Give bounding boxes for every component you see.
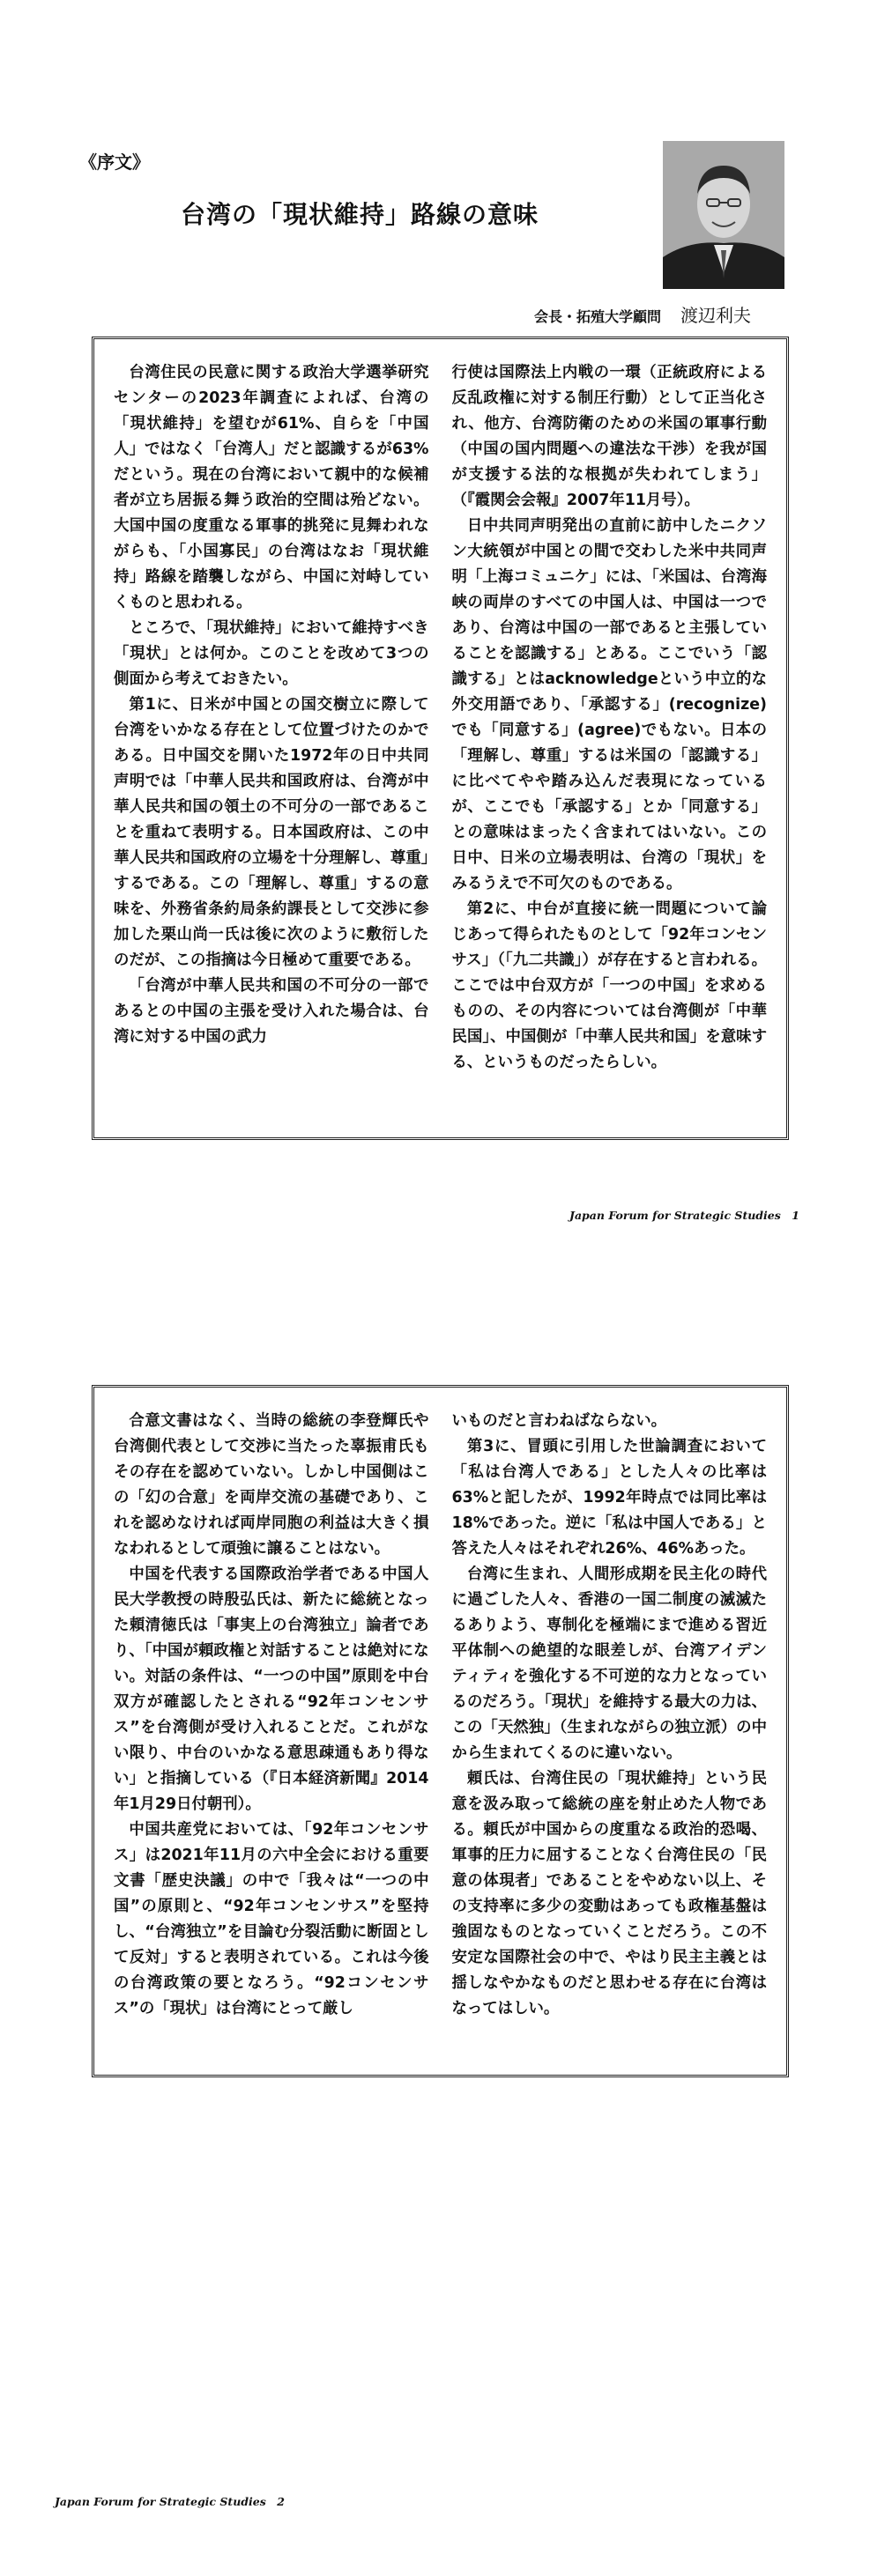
column-right bbox=[452, 360, 768, 1118]
column-left bbox=[114, 1409, 429, 2055]
paragraph: 合意文書はなく、当時の総統の李登輝氏や台湾側代表として交渉に当たった辜振甫氏もその存在を認めていない。しかし中国側はこの「幻の合意」を両岸交流の基礎であり、これを認めなければ両岸同胞の利益は大きく損なわれるとして頑強に譲ることはない。 bbox=[114, 1412, 429, 1558]
article-box-page2 bbox=[92, 1385, 789, 2077]
article-title: 台湾の「現状維持」路線の意味 bbox=[181, 200, 539, 229]
paragraph: いものだと言わねばならない。 bbox=[451, 1412, 666, 1430]
paragraph: 日中共同声明発出の直前に訪中したニクソン大統領が中国との間で交わした米中共同声明「上海コミュニケ」には、「米国は、台湾海峡の両岸のすべての中国人は、中国は一つであり、台湾は中国の一部であると主張していることを認識する」とある。ここでいう「認識する」とはacknowledgeという中立的な外交用語であり、「承認する」(recognize)でも「同意する」(agree)でもない。日本の「理解し、尊重」するは米国の「認識する」に比べてやや踏み込んだ表現になっているが、ここでも「承認する」とか「同意する」との意味はまったく含まれてはいない。この日中、日米の立場表明は、台湾の「現状」をみるうえで不可欠のものである。 bbox=[451, 517, 767, 892]
page-footer-2: Japan Forum for Strategic Studies 2 bbox=[55, 2495, 285, 2508]
paragraph: 第3に、冒頭に引用した世論調査において「私は台湾人である」とした人々の比率は63%と記したが、1992年時点では同比率は18%であった。逆に「私は中国人である」と答えた人々はそれぞれ26%、46%あった。 bbox=[451, 1438, 767, 1558]
author-line bbox=[534, 301, 751, 327]
author-name: 渡辺利夫 bbox=[680, 305, 752, 326]
column-right bbox=[452, 1409, 768, 2055]
paragraph: 中国共産党においては、「92年コンセンサス」は2021年11月の六中全会における重要文書「歴史決議」の中で「我々は“一つの中国”の原則と、“92年コンセンサス”を堅持し、“台湾独立”を目論む分裂活動に断固として反対」すると表明されている。これは今後の台湾政策の要となろう。“92コンセンサス”の「現状」は台湾にとって厳し bbox=[114, 1821, 429, 2017]
paragraph: ところで、「現状維持」において維持すべき「現状」とは何か。このことを改めて3つの側面から考えておきたい。 bbox=[114, 619, 429, 688]
article-box-page1 bbox=[92, 337, 789, 1140]
paragraph: 「台湾が中華人民共和国の不可分の一部であるとの中国の主張を受け入れた場合は、台湾に対する中国の武力 bbox=[114, 977, 429, 1046]
paragraph: 行使は国際法上内戦の一環（正統政府による反乱政権に対する制圧行動）として正当化され、他方、台湾防衛のための米国の軍事行動（中国の国内問題への違法な干渉）を我が国が支援する法的な根拠が失われてしまう」（『霞関会会報』2007年11月号）。 bbox=[451, 364, 767, 509]
paragraph: 頼氏は、台湾住民の「現状維持」という民意を汲み取って総統の座を射止めた人物である。頼氏が中国からの度重なる政治的恐喝、軍事的圧力に屈することなく台湾住民の「民意の体現者」であることをやめない以上、その支持率に多少の変動はあっても政権基盤は強固なものとなっていくことだろう。この不安定な国際社会の中で、やはり民主主義とは揺しなやかなものだと思わせる存在に台湾はなってはしい。 bbox=[451, 1770, 767, 2017]
page-footer-1: Japan Forum for Strategic Studies 1 bbox=[569, 1209, 799, 1222]
section-label: 《序文》 bbox=[79, 152, 150, 173]
author-photo bbox=[663, 141, 784, 289]
paragraph: 中国を代表する国際政治学者である中国人民大学教授の時殷弘氏は、新たに総統となった頼清徳氏は「事実上の台湾独立」論者であり、「中国が頼政権と対話することは絶対にない。対話の条件は、“一つの中国”原則を中台双方が確認したとされる“92年コンセンサス”を台湾側が受け入れることだ。これがない限り、中台のいかなる意思疎通もあり得ない」と指摘している（『日本経済新聞』2014年1月29日付朝刊）。 bbox=[114, 1566, 429, 1813]
paragraph: 台湾に生まれ、人間形成期を民主化の時代に過ごした人々、香港の一国二制度の滅滅たるありよう、専制化を極端にまで進める習近平体制への絶望的な眼差しが、台湾アイデンティティを強化する不可逆的な力となっているのだろう。「現状」を維持する最大の力は、この「天然独」（生まれながらの独立派）の中から生まれてくるのに違いない。 bbox=[451, 1566, 767, 1762]
column-left bbox=[114, 360, 429, 1118]
paragraph: 台湾住民の民意に関する政治大学選挙研究センターの2023年調査によれば、台湾の「現状維持」を望むが61%、自らを「中国人」ではなく「台湾人」だと認識するが63%だという。現在の台湾において親中的な候補者が立ち居振る舞う政治的空間は殆どない。大国中国の度重なる軍事的挑発に見舞われながらも、「小国寡民」の台湾はなお「現状維持」路線を踏襲しながら、中国に対峙していくものと思われる。 bbox=[114, 364, 429, 611]
paragraph: 第1に、日米が中国との国交樹立に際して台湾をいかなる存在として位置づけたのかである。日中国交を開いた1972年の日中共同声明では「中華人民共和国政府は、台湾が中華人民共和国の領土の不可分の一部であることを重ねて表明する。日本国政府は、この中華人民共和国政府の立場を十分理解し、尊重」するである。この「理解し、尊重」するの意味を、外務省条約局条約課長として交渉に参加した栗山尚一氏は後に次のように敷衍したのだが、この指摘は今日極めて重要である。 bbox=[114, 696, 429, 969]
author-role: 会長・拓殖大学顧問 bbox=[534, 308, 662, 325]
paragraph: 第2に、中台が直接に統一問題について論じあって得られたものとして「92年コンセンサス」（「九二共識」）が存在すると言われる。ここでは中台双方が「一つの中国」を求めるものの、その内容については台湾側が「中華民国」、中国側が「中華人民共和国」を意味する、というものだったらしい。 bbox=[451, 900, 767, 1071]
